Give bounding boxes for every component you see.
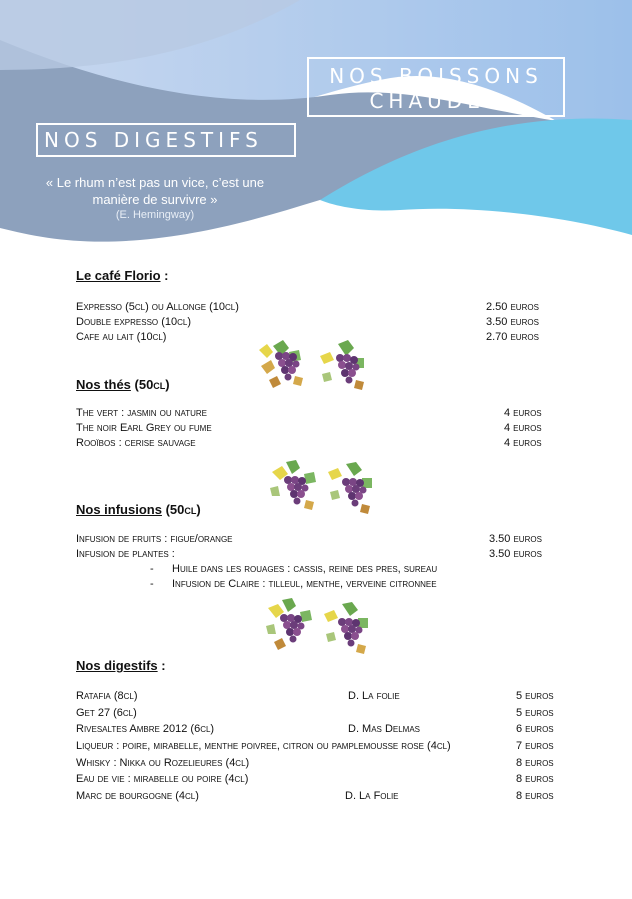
list-item: Infusion de plantes : — [76, 548, 175, 560]
thes-heading-label: Nos thés — [76, 377, 131, 392]
item-price: 4 euros — [504, 437, 542, 449]
infusions-heading — [76, 502, 201, 517]
list-item: Liqueur : poire, mirabelle, menthe poivree, citron ou pamplemousse rose (4cl) — [76, 740, 451, 752]
cafe-heading — [76, 268, 168, 283]
grapes-icon — [255, 336, 307, 392]
item-price: 4 euros — [504, 422, 542, 434]
sub-list-item: - Infusion de Claire : tilleul, menthe, verveine citronnee — [150, 578, 437, 590]
infusions-heading-label: Nos infusions — [76, 502, 162, 517]
thes-heading-suffix: (50cl) — [130, 377, 170, 392]
item-price: 5 euros — [516, 707, 554, 719]
item-producer: D. La folie — [348, 690, 400, 702]
list-item: Double expresso (10cl) — [76, 316, 191, 328]
list-item: Cafe au lait (10cl) — [76, 331, 167, 343]
list-item: The noir Earl Grey ou fume — [76, 422, 212, 434]
list-item: Infusion de fruits : figue/orange — [76, 533, 233, 545]
grapes-icon — [320, 600, 372, 656]
item-producer: D. La Folie — [345, 790, 399, 802]
item-price: 5 euros — [516, 690, 554, 702]
list-item: Expresso (5cl) ou Allonge (10cl) — [76, 301, 239, 313]
item-price: 3.50 euros — [489, 548, 542, 560]
item-price: 7 euros — [516, 740, 554, 752]
item-price: 4 euros — [504, 407, 542, 419]
item-price: 2.50 euros — [486, 301, 539, 313]
title-digestifs: NOS DIGESTIFS — [36, 123, 296, 157]
list-item: Whisky : Nikka ou Rozelieures (4cl) — [76, 757, 250, 769]
digestifs-heading-label: Nos digestifs — [76, 658, 158, 673]
grapes-icon — [316, 338, 368, 394]
digestifs-heading — [76, 658, 166, 673]
sub-item-text: Huile dans les rouages : cassis, reine des pres, sureau — [172, 563, 438, 575]
quote-text: « Le rhum n’est pas un vice, c’est une manière de survivre » — [45, 175, 265, 207]
item-price: 6 euros — [516, 723, 554, 735]
cafe-heading-label: Le café Florio — [76, 268, 161, 283]
item-price: 8 euros — [516, 773, 554, 785]
list-item: Get 27 (6cl) — [76, 707, 137, 719]
list-item: Rooïbos : cerise sauvage — [76, 437, 196, 449]
sub-item-text: Infusion de Claire : tilleul, menthe, verveine citronnee — [172, 578, 437, 590]
item-price: 2.70 euros — [486, 331, 539, 343]
list-item: Rivesaltes Ambre 2012 (6cl) — [76, 723, 215, 735]
item-price: 3.50 euros — [486, 316, 539, 328]
infusions-heading-suffix: (50cl) — [161, 502, 201, 517]
sub-list-item: - Huile dans les rouages : cassis, reine des pres, sureau — [150, 563, 438, 575]
list-item: Marc de bourgogne (4cl) — [76, 790, 199, 802]
cafe-heading-suffix: : — [160, 268, 169, 283]
grapes-icon — [266, 458, 318, 514]
item-price: 3.50 euros — [489, 533, 542, 545]
grapes-icon — [262, 598, 314, 654]
list-item: Ratafia (8cl) — [76, 690, 138, 702]
thes-heading — [76, 377, 170, 392]
title-boissons-chaudes: NOS BOISSONS CHAUDES — [307, 57, 565, 117]
list-item: Eau de vie : mirabelle ou poire (4cl) — [76, 773, 249, 785]
item-price: 8 euros — [516, 790, 554, 802]
digestifs-heading-suffix: : — [157, 658, 166, 673]
grapes-icon — [324, 460, 376, 516]
item-producer: D. Mas Delmas — [348, 723, 421, 735]
item-price: 8 euros — [516, 757, 554, 769]
quote-author: (E. Hemingway) — [115, 209, 195, 221]
list-item: The vert : jasmin ou nature — [76, 407, 207, 419]
